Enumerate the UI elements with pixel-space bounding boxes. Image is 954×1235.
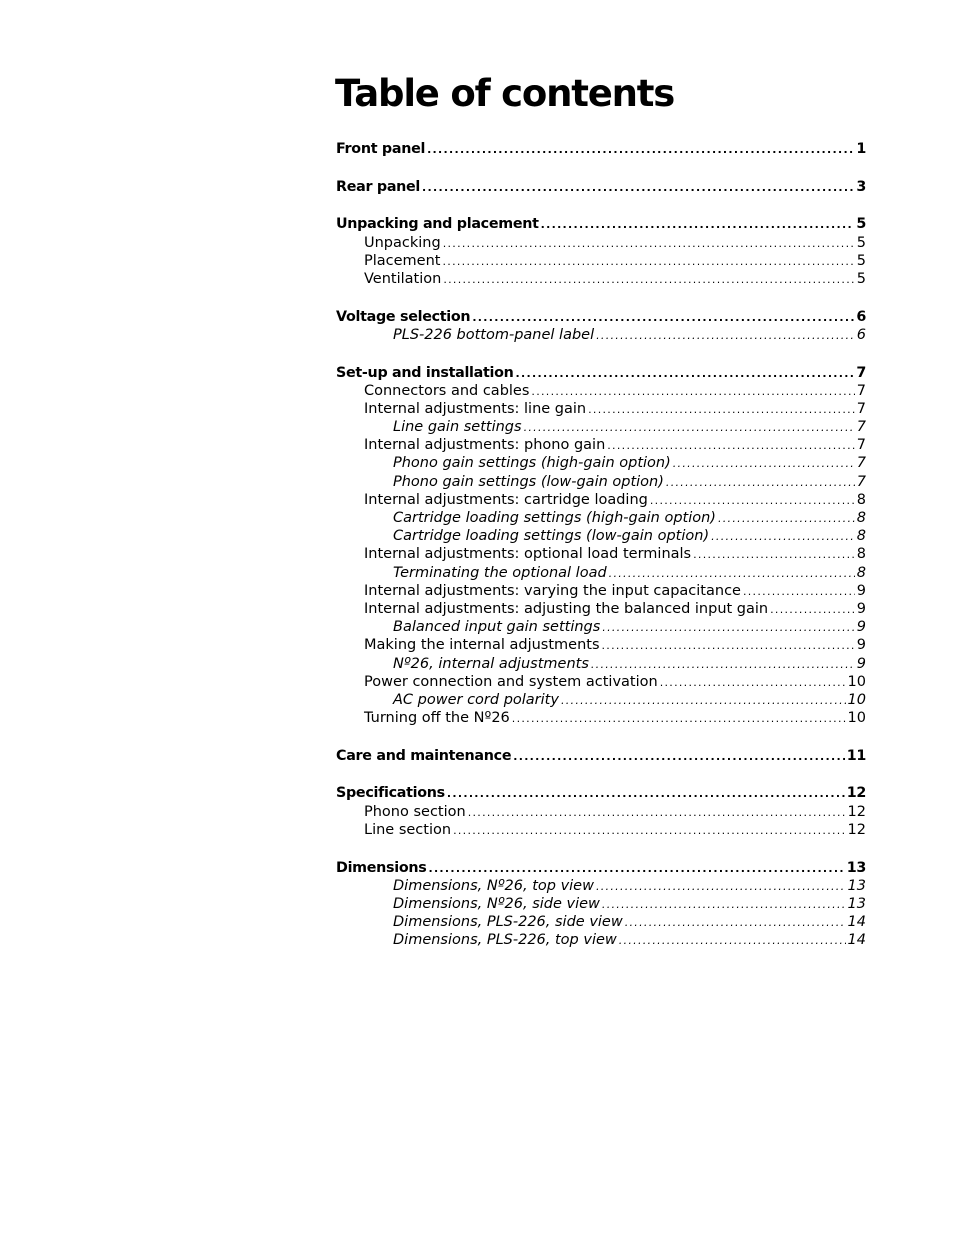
toc-entry-level-2[interactable] [336,673,866,691]
toc-entry-label: Internal adjustments: optional load terminals [364,546,692,563]
toc-entry-label: Nº26, internal adjustments [393,655,589,672]
toc-entry-page-number: 7 [856,437,866,454]
toc-entry-label: AC power cord polarity [393,691,559,708]
toc-entry-level-3[interactable] [336,564,866,582]
toc-section [336,784,866,839]
table-of-contents [336,140,866,969]
toc-section [336,308,866,344]
toc-entry-label: Specifications [336,785,445,802]
dot-leader [596,878,846,895]
toc-entry-page-number: 6 [856,308,866,325]
dot-leader [513,748,844,765]
toc-entry-label: Internal adjustments: phono gain [364,437,606,454]
toc-entry-level-3[interactable] [336,418,866,436]
toc-entry-level-2[interactable] [336,582,866,600]
dot-leader [718,510,855,527]
toc-entry-label: Set-up and installation [336,364,514,381]
dot-leader [660,674,846,691]
dot-leader [541,216,855,233]
dot-leader [428,860,844,877]
dot-leader [693,546,855,563]
toc-entry-page-number: 12 [847,803,866,820]
toc-entry-label: Unpacking [364,234,441,251]
toc-entry-label: Dimensions, Nº26, side view [393,895,600,912]
dot-leader [422,179,854,196]
toc-entry-page-number: 12 [847,821,866,838]
toc-entry-level-3[interactable] [336,509,866,527]
toc-entry-page-number: 9 [856,582,866,599]
dot-leader [531,383,854,400]
toc-entry-page-number: 9 [856,655,866,672]
dot-leader [443,235,855,252]
dot-leader [602,619,854,636]
toc-entry-label: PLS-226 bottom-panel label [393,326,595,343]
toc-entry-page-number: 7 [856,419,866,436]
dot-leader [443,271,854,288]
toc-entry-page-number: 7 [856,364,866,381]
dot-leader [673,455,855,472]
toc-entry-page-number: 5 [856,270,866,287]
toc-entry-label: Rear panel [336,178,421,195]
toc-entry-level-2[interactable] [336,821,866,839]
toc-entry-page-number: 3 [856,178,866,195]
dot-leader [619,932,846,949]
toc-entry-level-3[interactable] [336,527,866,545]
toc-entry-level-3[interactable] [336,913,866,931]
toc-entry-page-number: 8 [856,546,866,563]
toc-entry-level-1[interactable] [336,178,866,196]
dot-leader [561,692,846,709]
dot-leader [596,327,855,344]
toc-entry-label: Power connection and system activation [364,673,658,690]
toc-entry-level-3[interactable] [336,473,866,491]
dot-leader [770,601,855,618]
toc-entry-level-3[interactable] [336,326,866,344]
toc-entry-level-1[interactable] [336,859,866,877]
toc-entry-level-2[interactable] [336,382,866,400]
toc-entry-label: Internal adjustments: cartridge loading [364,491,648,508]
toc-entry-level-1[interactable] [336,140,866,158]
toc-entry-page-number: 7 [856,400,866,417]
toc-entry-label: Voltage selection [336,308,471,325]
dot-leader [607,437,855,454]
dot-leader [447,785,845,802]
toc-entry-level-3[interactable] [336,454,866,472]
toc-entry-level-2[interactable] [336,545,866,563]
toc-entry-label: Internal adjustments: varying the input capacitance [364,582,741,599]
toc-entry-page-number: 10 [847,710,866,727]
toc-entry-label: Connectors and cables [364,382,530,399]
toc-entry-level-1[interactable] [336,747,866,765]
dot-leader [625,914,846,931]
toc-entry-page-number: 9 [856,619,866,636]
toc-entry-page-number: 11 [846,747,866,764]
dot-leader [472,309,854,326]
toc-entry-label: Making the internal adjustments [364,637,600,654]
toc-entry-page-number: 1 [856,141,866,157]
toc-entry-label: Dimensions, PLS-226, side view [393,914,623,931]
dot-leader [743,583,855,600]
dot-leader [609,565,855,582]
toc-entry-page-number: 12 [846,785,866,802]
toc-entry-page-number: 8 [856,491,866,508]
toc-entry-page-number: 6 [856,326,866,343]
toc-entry-label: Dimensions, Nº26, top view [393,877,594,894]
toc-entry-label: Internal adjustments: line gain [364,400,587,417]
toc-entry-level-3[interactable] [336,895,866,913]
toc-entry-page-number: 13 [847,895,866,912]
page-title: Table of contents [335,72,675,115]
toc-entry-page-number: 8 [856,510,866,526]
toc-entry-level-3[interactable] [336,877,866,895]
dot-leader [602,637,855,654]
toc-entry-label: Phono section [364,803,466,820]
toc-entry-label: Phono gain settings (low-gain option) [393,473,664,490]
toc-entry-level-2[interactable] [336,600,866,618]
toc-section [336,215,866,288]
dot-leader [512,710,846,727]
dot-leader [650,492,855,509]
toc-entry-label: Cartridge loading settings (high-gain option) [393,510,716,526]
toc-entry-label: Ventilation [364,270,442,287]
toc-section [336,140,866,158]
toc-entry-label: Dimensions [336,859,427,876]
toc-entry-level-1[interactable] [336,784,866,802]
toc-entry-level-1[interactable] [336,364,866,382]
toc-entry-label: Cartridge loading settings (low-gain option) [393,528,710,545]
toc-entry-level-3[interactable] [336,618,866,636]
dot-leader [442,253,854,270]
toc-entry-label: Internal adjustments: adjusting the balanced input gain [364,600,769,617]
toc-section [336,747,866,765]
toc-entry-label: Balanced input gain settings [393,619,601,636]
toc-entry-page-number: 5 [856,234,866,251]
toc-entry-page-number: 8 [856,528,866,545]
dot-leader [524,419,855,436]
toc-entry-label: Unpacking and placement [336,216,539,233]
toc-entry-level-3[interactable] [336,691,866,709]
toc-entry-page-number: 14 [847,932,866,949]
toc-entry-page-number: 5 [856,252,866,269]
dot-leader [453,822,845,839]
toc-entry-level-3[interactable] [336,931,866,949]
toc-entry-page-number: 14 [847,914,866,931]
toc-entry-label: Line section [364,821,452,838]
toc-entry-level-2[interactable] [336,234,866,252]
toc-entry-page-number: 13 [846,859,866,876]
toc-entry-level-1[interactable] [336,308,866,326]
toc-section [336,859,866,950]
toc-entry-level-2[interactable] [336,636,866,654]
dot-leader [516,365,855,382]
toc-entry-page-number: 10 [847,673,866,690]
toc-entry-label: Care and maintenance [336,747,512,764]
toc-entry-level-1[interactable] [336,215,866,233]
toc-entry-page-number: 7 [856,473,866,490]
toc-section [336,364,866,728]
toc-entry-page-number: 7 [856,382,866,399]
dot-leader [468,804,846,821]
dot-leader [588,401,855,418]
toc-entry-page-number: 7 [856,455,866,472]
toc-entry-page-number: 10 [847,691,866,708]
toc-entry-page-number: 13 [847,877,866,894]
toc-entry-label: Front panel [336,141,426,157]
toc-entry-label: Line gain settings [393,419,522,436]
toc-entry-level-2[interactable] [336,252,866,270]
toc-entry-label: Phono gain settings (high-gain option) [393,455,671,472]
toc-entry-level-2[interactable] [336,803,866,821]
toc-entry-level-2[interactable] [336,270,866,288]
toc-entry-page-number: 9 [856,600,866,617]
dot-leader [711,528,855,545]
dot-leader [602,896,846,913]
dot-leader [427,141,854,158]
toc-entry-page-number: 8 [856,564,866,581]
toc-entry-level-2[interactable] [336,400,866,418]
toc-entry-label: Dimensions, PLS-226, top view [393,932,617,949]
toc-entry-label: Terminating the optional load [393,564,607,581]
toc-entry-page-number: 5 [856,216,866,233]
toc-entry-label: Placement [364,252,441,269]
toc-section [336,178,866,196]
toc-entry-level-2[interactable] [336,491,866,509]
toc-entry-level-2[interactable] [336,709,866,727]
dot-leader [666,474,855,491]
toc-entry-page-number: 9 [856,637,866,654]
toc-entry-label: Turning off the Nº26 [364,710,510,727]
toc-entry-level-3[interactable] [336,655,866,673]
dot-leader [591,656,855,673]
toc-entry-level-2[interactable] [336,436,866,454]
